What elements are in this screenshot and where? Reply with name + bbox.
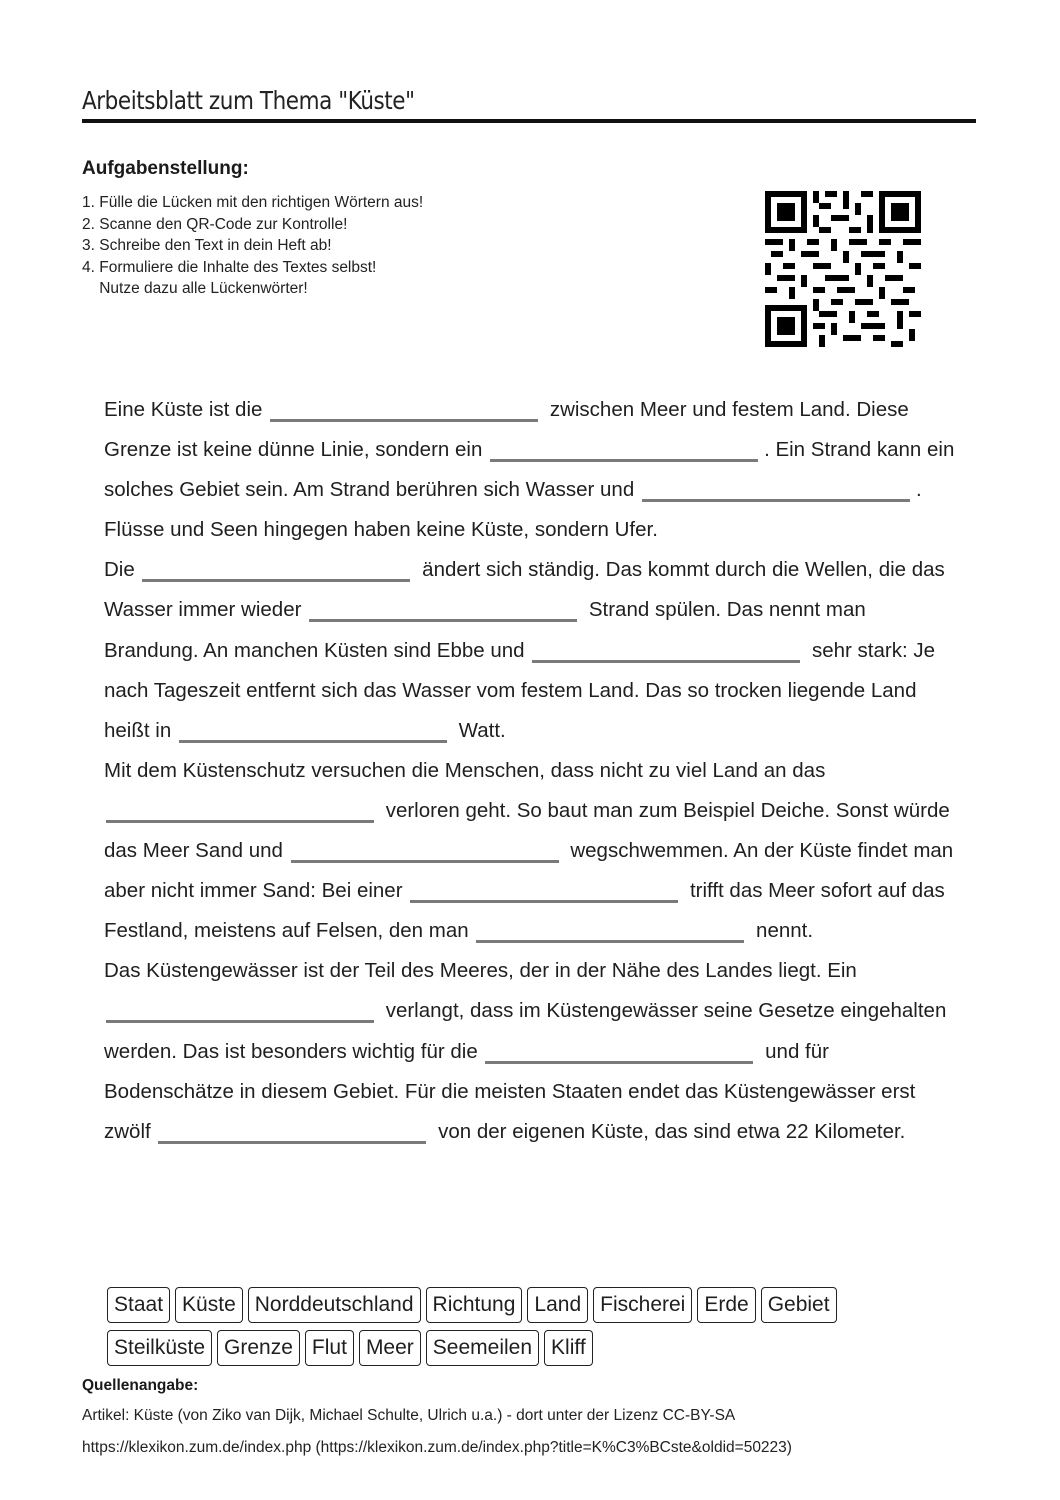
answer-blank[interactable]	[476, 920, 744, 943]
word-card[interactable]: Kliff	[544, 1330, 593, 1366]
task-heading: Aufgabenstellung:	[82, 158, 249, 179]
task-item: 4. Formuliere die Inhalte des Textes selbst!	[82, 258, 377, 276]
answer-blank[interactable]	[532, 640, 800, 663]
word-card[interactable]: Erde	[697, 1287, 755, 1323]
answer-blank[interactable]	[179, 720, 447, 743]
word-bank-row	[107, 1287, 967, 1323]
answer-blank[interactable]	[158, 1121, 426, 1144]
gap-text-paragraph	[104, 390, 964, 1152]
answer-blank[interactable]	[142, 559, 410, 582]
task-item: Nutze dazu alle Lückenwörter!	[82, 280, 308, 297]
text-segment: trifft das Meer sofort auf das Festland, meistens auf Felsen, den man	[104, 879, 945, 943]
word-card[interactable]: Küste	[175, 1287, 243, 1323]
answer-blank[interactable]	[309, 599, 577, 622]
text-segment: . Ein Strand kann ein solches Gebiet sein. Am Strand berühren sich Wasser und	[104, 438, 955, 502]
text-segment: von der eigenen Küste, das sind etwa 22 Kilometer.	[438, 1119, 906, 1143]
source-url[interactable]: https://klexikon.zum.de/index.php (https://klexikon.zum.de/index.php?title=K%C3%BCste&oldid=50223)	[82, 1439, 792, 1456]
word-card[interactable]: Gebiet	[761, 1287, 837, 1323]
answer-blank[interactable]	[106, 800, 374, 823]
word-card[interactable]: Fischerei	[593, 1287, 692, 1323]
text-segment: und für Bodenschätze in diesem Gebiet. Für die meisten Staaten endet das Küstengewässer erst zwölf	[104, 1039, 916, 1143]
answer-blank[interactable]	[410, 880, 678, 903]
qr-code-icon	[765, 191, 921, 347]
source-citation: Artikel: Küste (von Ziko van Dijk, Michael Schulte, Ulrich u.a.) - dort unter der Lizenz CC-BY-SA	[82, 1407, 736, 1424]
text-segment: Watt.	[458, 718, 506, 742]
word-card[interactable]: Meer	[359, 1330, 421, 1366]
word-card[interactable]: Staat	[107, 1287, 170, 1323]
text-segment: wegschwemmen. An der Küste findet man aber nicht immer Sand: Bei einer	[104, 839, 954, 903]
text-segment: verlangt, dass im Küstengewässer seine Gesetze eingehalten werden. Das ist besonders wichtig für die	[104, 999, 947, 1063]
answer-blank[interactable]	[106, 1000, 374, 1023]
answer-blank[interactable]	[490, 439, 758, 462]
text-segment: Das Küstengewässer ist der Teil des Meeres, der in der Nähe des Landes liegt. Ein	[104, 959, 857, 983]
word-card[interactable]: Seemeilen	[426, 1330, 539, 1366]
word-card[interactable]: Norddeutschland	[248, 1287, 421, 1323]
text-segment: Die	[104, 558, 135, 582]
word-card[interactable]: Flut	[305, 1330, 354, 1366]
task-item: 1. Fülle die Lücken mit den richtigen Wörtern aus!	[82, 194, 424, 211]
text-segment: verloren geht. So baut man zum Beispiel Deiche. Sonst würde das Meer Sand und	[104, 798, 950, 863]
text-segment: nennt.	[756, 919, 814, 943]
title-divider	[82, 119, 976, 123]
text-segment: . Flüsse und Seen hingegen haben keine Küste, sondern Ufer.	[104, 478, 922, 542]
text-segment: Strand spülen. Das nennt man Brandung. An manchen Küsten sind Ebbe und	[104, 598, 866, 662]
answer-blank[interactable]	[270, 399, 538, 422]
word-bank-row	[107, 1330, 967, 1366]
word-bank	[107, 1287, 967, 1373]
word-card[interactable]: Richtung	[426, 1287, 523, 1323]
word-card[interactable]: Land	[527, 1287, 588, 1323]
task-list	[82, 192, 423, 300]
text-segment: ändert sich ständig. Das kommt durch die Wellen, die das Wasser immer wieder	[104, 558, 945, 622]
task-item: 2. Scanne den QR-Code zur Kontrolle!	[82, 215, 348, 233]
word-card[interactable]: Steilküste	[107, 1330, 212, 1366]
answer-blank[interactable]	[291, 840, 559, 863]
task-item: 3. Schreibe den Text in dein Heft ab!	[82, 237, 332, 254]
word-card[interactable]: Grenze	[217, 1330, 300, 1366]
page-title: Arbeitsblatt zum Thema "Küste"	[82, 86, 415, 115]
text-segment: Eine Küste ist die	[104, 398, 263, 421]
source-heading: Quellenangabe:	[82, 1377, 199, 1394]
answer-blank[interactable]	[485, 1041, 753, 1064]
text-segment: sehr stark: Je nach Tageszeit entfernt sich das Wasser vom festem Land. Das so trocken liegende Land heißt in	[104, 638, 936, 742]
answer-blank[interactable]	[642, 479, 910, 502]
text-segment: zwischen Meer und festem Land. Diese Grenze ist keine dünne Linie, sondern ein	[104, 398, 909, 462]
text-segment: Mit dem Küstenschutz versuchen die Menschen, dass nicht zu viel Land an das	[104, 758, 826, 782]
